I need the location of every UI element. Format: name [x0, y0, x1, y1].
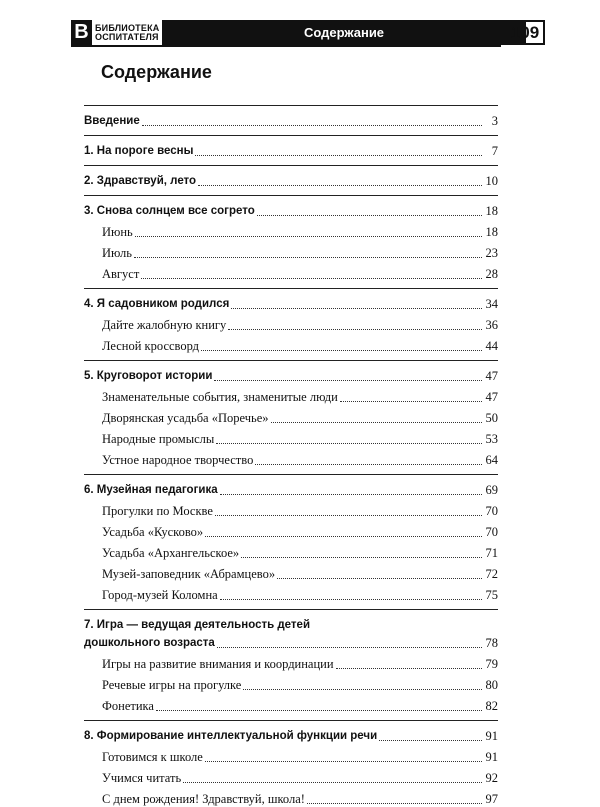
- toc-entry-title: Лесной кроссворд: [102, 339, 200, 353]
- toc-entry-title: Июнь: [102, 225, 133, 239]
- toc-page-number: 3: [491, 114, 498, 128]
- toc-entry-title: 8. Формирование интеллектуальной функции речи: [84, 730, 378, 742]
- toc-entry-title: Народные промыслы: [102, 432, 215, 446]
- toc-leader-dots: [336, 668, 482, 669]
- toc-leader-dots: [307, 803, 482, 804]
- toc-section-row: [84, 729, 498, 744]
- toc-item-row: [84, 678, 498, 693]
- toc-item-row: [84, 246, 498, 261]
- toc-item-row: [84, 318, 498, 333]
- toc-page-number: 97: [485, 792, 498, 806]
- toc-item-row: [84, 390, 498, 405]
- toc-entry-title: Устное народное творчество: [102, 453, 254, 467]
- toc-entry-title: Знаменательные события, знаменитые люди: [102, 390, 338, 404]
- toc-page-number: 36: [485, 318, 498, 332]
- toc-entry-title: Город-музей Коломна: [102, 588, 218, 602]
- page-number: 109: [505, 20, 545, 45]
- toc-page-number: 69: [485, 483, 498, 497]
- toc-item-row: [84, 771, 498, 786]
- toc-entry-title: Прогулки по Москве: [102, 504, 213, 518]
- logo-line-1: БИБЛИОТЕКА: [95, 22, 160, 33]
- toc-section-row: [84, 636, 498, 651]
- toc-item-row: [84, 339, 498, 354]
- toc-entry-title: Усадьба «Архангельское»: [102, 546, 240, 560]
- toc-entry-title: Учимся читать: [102, 771, 182, 785]
- header-rule: [71, 45, 501, 47]
- toc-leader-dots: [241, 557, 482, 558]
- toc-page-number: 82: [485, 699, 498, 713]
- toc-section-title-line: 7. Игра — ведущая деятельность детей: [84, 619, 311, 631]
- logo-text: [95, 24, 159, 42]
- toc-section-row: [84, 114, 498, 129]
- toc-section-row: [84, 369, 498, 384]
- toc-entry-title: Август: [102, 267, 140, 281]
- toc-page-number: 78: [485, 636, 498, 650]
- toc-leader-dots: [205, 536, 482, 537]
- toc-page-number: 91: [485, 750, 498, 764]
- toc-entry-title: 1. На пороге весны: [84, 145, 194, 157]
- toc-leader-dots: [205, 761, 482, 762]
- toc-leader-dots: [243, 689, 482, 690]
- toc-entry-title: Введение: [84, 115, 140, 127]
- toc-item-row: [84, 267, 498, 282]
- toc-page-number: 28: [485, 267, 498, 281]
- toc-entry-title: С днем рождения! Здравствуй, школа!: [102, 792, 305, 806]
- logo-letter: B: [71, 20, 92, 45]
- toc-page-number: 44: [485, 339, 498, 353]
- toc-section-row: [84, 204, 498, 219]
- toc-page-number: 72: [485, 567, 498, 581]
- toc-entry-title: Дайте жалобную книгу: [102, 318, 227, 332]
- toc-leader-dots: [156, 710, 482, 711]
- toc-leader-dots: [214, 380, 482, 381]
- toc-leader-dots: [142, 125, 482, 126]
- toc-page-number: 92: [485, 771, 498, 785]
- toc-item-row: [84, 225, 498, 240]
- toc-leader-dots: [198, 185, 482, 186]
- toc-page-number: 91: [485, 729, 498, 743]
- toc-item-row: [84, 657, 498, 672]
- toc-entry-title: Игры на развитие внимания и координации: [102, 657, 334, 671]
- series-logo: [71, 20, 159, 45]
- toc-page-number: 70: [485, 504, 498, 518]
- toc-item-row: [84, 750, 498, 765]
- toc-entry-title: Речевые игры на прогулке: [102, 678, 242, 692]
- toc-entry-title: Фонетика: [102, 699, 154, 713]
- toc-leader-dots: [183, 782, 482, 783]
- toc-leader-dots: [255, 464, 482, 465]
- toc-leader-dots: [217, 647, 482, 648]
- toc-page-number: 34: [485, 297, 498, 311]
- logo-line-2: ОСПИТАТЕЛЯ: [95, 31, 159, 42]
- toc-page-number: 10: [485, 174, 498, 188]
- table-of-contents: [84, 105, 498, 807]
- toc-page-number: 64: [485, 453, 498, 467]
- toc-leader-dots: [134, 257, 482, 258]
- toc-page-number: 70: [485, 525, 498, 539]
- toc-page-number: 80: [485, 678, 498, 692]
- toc-leader-dots: [141, 278, 482, 279]
- toc-section-row: [84, 297, 498, 312]
- toc-entry-title: дошкольного возраста: [84, 637, 215, 649]
- toc-page-number: 71: [485, 546, 498, 560]
- toc-leader-dots: [379, 740, 482, 741]
- toc-item-row: [84, 432, 498, 447]
- toc-item-row: [84, 411, 498, 426]
- toc-page-number: 7: [491, 144, 498, 158]
- doc-title: Содержание: [101, 62, 212, 82]
- toc-page-number: 47: [485, 390, 498, 404]
- toc-item-row: [84, 453, 498, 468]
- toc-entry-title: 5. Круговорот истории: [84, 370, 213, 382]
- page-header: [71, 20, 540, 45]
- toc-leader-dots: [135, 236, 482, 237]
- toc-section-row: [84, 483, 498, 498]
- toc-leader-dots: [195, 155, 482, 156]
- header-bar: [162, 20, 526, 45]
- toc-entry-title: Усадьба «Кусково»: [102, 525, 204, 539]
- toc-item-row: [84, 504, 498, 519]
- toc-entry-title: 2. Здравствуй, лето: [84, 175, 197, 187]
- toc-entry-title: 4. Я садовником родился: [84, 298, 230, 310]
- toc-leader-dots: [277, 578, 482, 579]
- toc-page-number: 18: [485, 204, 498, 218]
- toc-leader-dots: [340, 401, 482, 402]
- toc-item-row: [84, 699, 498, 714]
- toc-entry-title: 3. Снова солнцем все согрето: [84, 205, 255, 217]
- toc-section-row: [84, 144, 498, 159]
- toc-section-row: [84, 174, 498, 189]
- toc-page-number: 50: [485, 411, 498, 425]
- toc-entry-title: Готовимся к школе: [102, 750, 203, 764]
- toc-entry-title: 6. Музейная педагогика: [84, 484, 218, 496]
- toc-entry-title: Музей-заповедник «Абрамцево»: [102, 567, 276, 581]
- toc-page-number: 53: [485, 432, 498, 446]
- toc-leader-dots: [215, 515, 482, 516]
- toc-leader-dots: [231, 308, 482, 309]
- toc-leader-dots: [257, 215, 482, 216]
- toc-leader-dots: [220, 494, 482, 495]
- toc-item-row: [84, 525, 498, 540]
- toc-leader-dots: [271, 422, 482, 423]
- toc-leader-dots: [228, 329, 482, 330]
- toc-entry-title: Дворянская усадьба «Поречье»: [102, 411, 269, 425]
- toc-page-number: 23: [485, 246, 498, 260]
- toc-page-number: 47: [485, 369, 498, 383]
- toc-item-row: [84, 588, 498, 603]
- toc-page-number: 18: [485, 225, 498, 239]
- toc-item-row: [84, 792, 498, 807]
- toc-item-row: [84, 546, 498, 561]
- toc-item-row: [84, 567, 498, 582]
- toc-leader-dots: [220, 599, 482, 600]
- toc-page-number: 75: [485, 588, 498, 602]
- toc-leader-dots: [201, 350, 482, 351]
- toc-entry-title: Июль: [102, 246, 132, 260]
- toc-leader-dots: [216, 443, 482, 444]
- toc-page-number: 79: [485, 657, 498, 671]
- running-title: Содержание: [303, 25, 385, 40]
